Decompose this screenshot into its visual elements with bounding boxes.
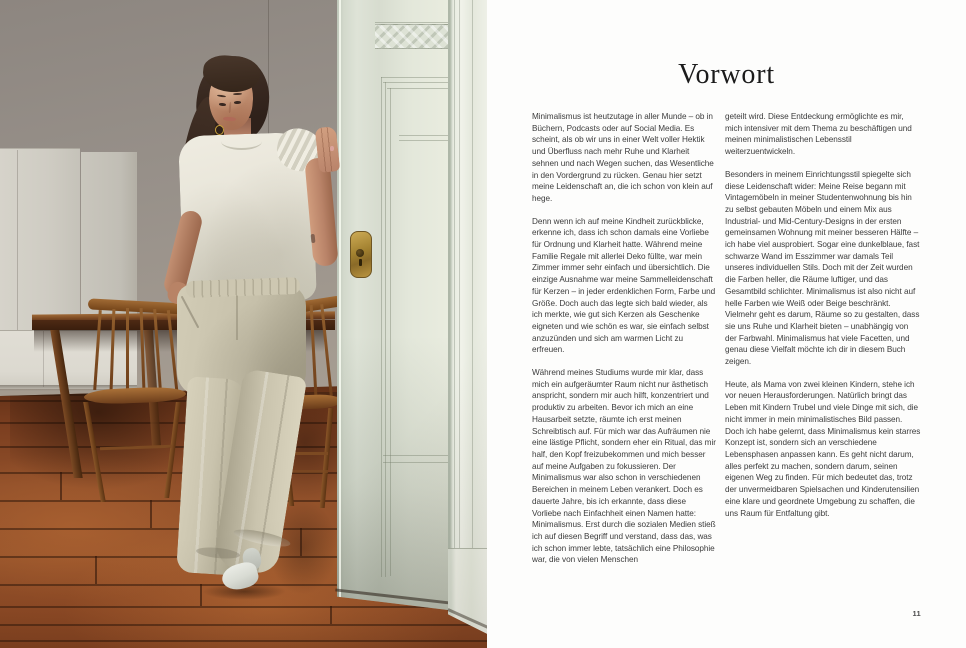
paragraph: Denn wenn ich auf meine Kindheit zurückblicke, erkenne ich, dass ich schon damals eine Vorliebe für Ordnung und Klarheit hatte. Während meine Familie Regale mit allerlei Deko füllte, war mein Zimmer immer sehr einfach und übersichtlich. Die einzige Ausnahme war meine Sammelleidenschaft für Kerzen – in jeder erdenklichen Form, Farbe und Größe. Doch auch das legte sich bald wieder, als ich merkte, wie gut sich Kerzen als Geschenke eigneten und wie schön es war, sie einfach selbst anzuzünden und sich am warmen Licht zu erfreuen. xyxy=(532,216,716,355)
paragraph: Minimalismus ist heutzutage in aller Munde – ob in Büchern, Podcasts oder auf Social Media. Es scheint, als ob wir uns in einer Welt voller Hektik und Überfluss nach mehr Ruhe und Klarheit sehnen und nach Wegen suchen, das Wesentliche in den Vordergrund zu rücken. Genau hier setzt meine Leidenschaft an, die ich schon von klein auf hege. xyxy=(532,112,714,203)
brass-keyhole-plate xyxy=(350,231,372,278)
door-panel-molding xyxy=(390,88,391,576)
door-panel-molding xyxy=(381,77,448,78)
sliding-door xyxy=(337,0,448,610)
paragraph: Heute, als Mama von zwei kleinen Kindern, stehe ich vor neuen Herausforderungen. Natürlich bringt das Leben mit Kindern Trubel und viele Dinge mit sich, die nicht immer in mein minimalistisches Bild passen. Doch ich habe gelernt, dass Minimalismus kein starres Konzept ist, sondern sich an verschiedene Lebensphasen anpassen kann. Es geht nicht darum, alles perfekt zu machen, sondern darum, seinen eigenen Weg zu finden. Für mich bedeutet das, trotz der unvermeidbaren Spielsachen und Kinderutensilien eine klare und geordnete Umgebung zu schaffen, die uns Raum für Entfaltung gibt. xyxy=(725,379,921,518)
text-column-left xyxy=(532,111,716,577)
floor-board-joint xyxy=(330,606,332,624)
door-panel-molding xyxy=(383,462,448,463)
woman-eye xyxy=(234,101,241,104)
forearm-tattoo xyxy=(311,234,316,243)
door-panel-molding xyxy=(383,455,448,456)
pants-pleat xyxy=(236,296,238,340)
door-edge-highlight xyxy=(339,0,341,610)
fingernail xyxy=(330,146,334,151)
door-panel-molding xyxy=(381,77,382,577)
paragraph: Besonders in meinem Einrichtungsstil spiegelte sich diese Leidenschaft wider: Meine Reise begann mit Vintagemöbeln in meiner Studentenwohnung bis hin zu selbst gebauten Möbeln und einem Mix aus Industrial- und Mid-Century-Designs in der ersten gemeinsamen Wohnung mit meiner besseren Hälfte – ich habe viel ausprobiert. Sogar eine dunkelblaue, fast schwarze Wand im Esszimmer war damals Teil unseres individuellen Stils. Doch mit der Zeit wurden die Farben heller, die Räume luftiger, und das Gesamtbild schlichter. Minimalismus ist also nicht auf helle Farben wie Weiß oder Beige beschränkt. Vielmehr geht es darum, Räume so zu gestalten, dass sie uns Ruhe und Klarheit bieten – unabhängig von der Farbwahl. Minimalismus hat viele Facetten, und genau diese Vielfalt möchte ich dir in diesem Buch zeigen. xyxy=(725,169,920,367)
paragraph: Während meines Studiums wurde mir klar, dass mich ein aufgeräumter Raum nicht nur ästhetisch anspricht, sondern mir auch hilft, konzentriert und produktiv zu arbeiten. Bevor ich mich an eine Hausarbeit setzte, räumte ich erst meinen Schreibtisch auf. Für mich war das Aufräumen nie eine lästige Pflicht, sondern eher ein Ritual, das mir half, den Kopf freizubekommen und mich besser auf meine Aufgaben zu fokussieren. Der Minimalismus war also schon in verschiedenen Bereichen in meinem Leben verankert. Doch es dauerte Jahre, bis ich erkannte, dass diese Vorliebe nach Einfachheit einen Namen hatte: Minimalismus. Erst durch die sozialen Medien stieß ich auf diesen Begriff und verstand, dass das, was ich schon immer lebte, tatsächlich eine Philosophie war, die von vielen Menschen xyxy=(532,368,716,565)
door-frame xyxy=(448,0,487,648)
paragraph: geteilt wird. Diese Entdeckung ermöglichte es mir, mich intensiver mit dem Thema zu beschäftigen und meinen minimalistischen Lebensstil weiterzuentwickeln. xyxy=(725,112,912,157)
wall-corner-seam xyxy=(268,0,269,142)
door-panel-molding xyxy=(387,88,448,89)
door-molding-line xyxy=(375,22,448,23)
keyhole-slot xyxy=(359,259,362,266)
door-panel-molding xyxy=(385,82,386,577)
door-panel-molding xyxy=(399,135,448,136)
page-number: 11 xyxy=(912,609,921,618)
door-panel-molding xyxy=(383,82,448,83)
floor-plank-line xyxy=(0,624,487,626)
door-panel-molding xyxy=(399,140,448,141)
door-carved-band xyxy=(375,24,448,49)
floor-board-joint xyxy=(95,556,97,584)
floor-plank-line xyxy=(0,606,487,608)
chair-stretcher xyxy=(288,470,328,473)
floor-board-joint xyxy=(150,500,152,528)
text-column-right xyxy=(725,111,922,530)
text-page xyxy=(487,0,966,648)
keyhole xyxy=(356,249,364,257)
page-title: Vorwort xyxy=(678,58,775,90)
chair-spindle xyxy=(126,308,129,390)
floor-board-joint xyxy=(200,584,202,606)
floor-plank-line xyxy=(0,640,487,642)
tshirt-collar xyxy=(221,133,262,150)
